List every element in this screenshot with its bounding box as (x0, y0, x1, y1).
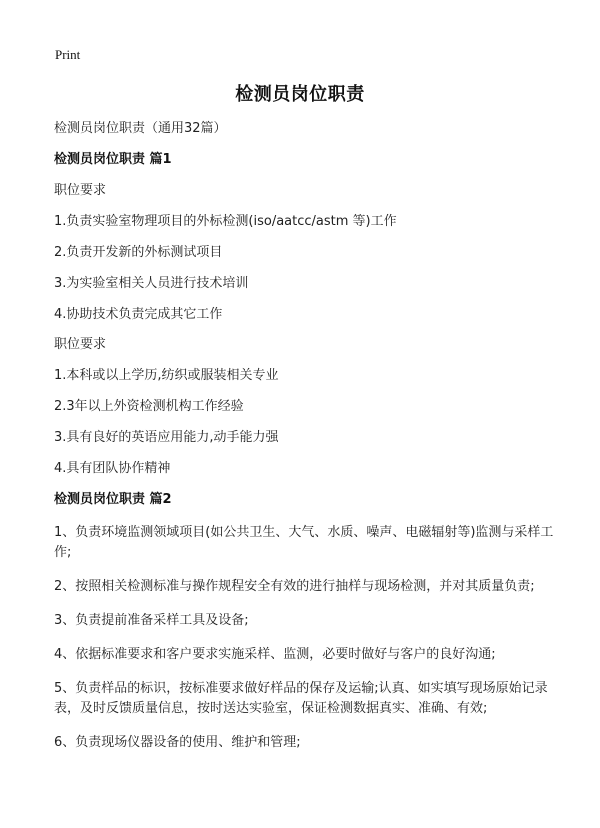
requirement-item: 1.本科或以上学历,纺织或服装相关专业 (54, 368, 279, 383)
duty-item: 4.协助技术负责完成其它工作 (54, 307, 223, 322)
section-heading-2: 检测员岗位职责 篇2 (54, 492, 172, 507)
requirements-label: 职位要求 (54, 337, 107, 352)
section-heading-1: 检测员岗位职责 篇1 (54, 152, 172, 167)
page-title: 检测员岗位职责 (235, 84, 365, 105)
duty-item: 3.为实验室相关人员进行技术培训 (54, 276, 249, 291)
requirement-item: 2.3年以上外资检测机构工作经验 (54, 399, 244, 414)
list-item: 6、负责现场仪器设备的使用、维护和管理; (54, 735, 301, 750)
requirement-item: 4.具有团队协作精神 (54, 461, 171, 476)
duty-item: 1.负责实验室物理项目的外标检测(iso/aatcc/astm 等)工作 (54, 214, 397, 229)
document-body (54, 120, 554, 753)
requirements-label: 职位要求 (54, 183, 107, 198)
list-item: 1、负责环境监测领域项目(如公共卫生、大气、水质、噪声、电磁辐射等)监测与采样工作; (54, 525, 554, 560)
list-item: 5、负责样品的标识，按标准要求做好样品的保存及运输;认真、如实填写现场原始记录表，及时反馈质量信息，按时送达实验室，保证检测数据真实、准确、有效; (54, 681, 548, 716)
list-item: 3、负责提前准备采样工具及设备; (54, 613, 249, 628)
document-subtitle: 检测员岗位职责（通用32篇） (54, 121, 227, 136)
duty-item: 2.负责开发新的外标测试项目 (54, 245, 223, 260)
list-item: 4、依据标准要求和客户要求实施采样、监测，必要时做好与客户的良好沟通; (54, 647, 496, 662)
requirement-item: 3.具有良好的英语应用能力,动手能力强 (54, 430, 279, 445)
list-item: 2、按照相关检测标准与操作规程安全有效的进行抽样与现场检测，并对其质量负责; (54, 579, 535, 594)
print-link[interactable]: Print (55, 47, 81, 62)
